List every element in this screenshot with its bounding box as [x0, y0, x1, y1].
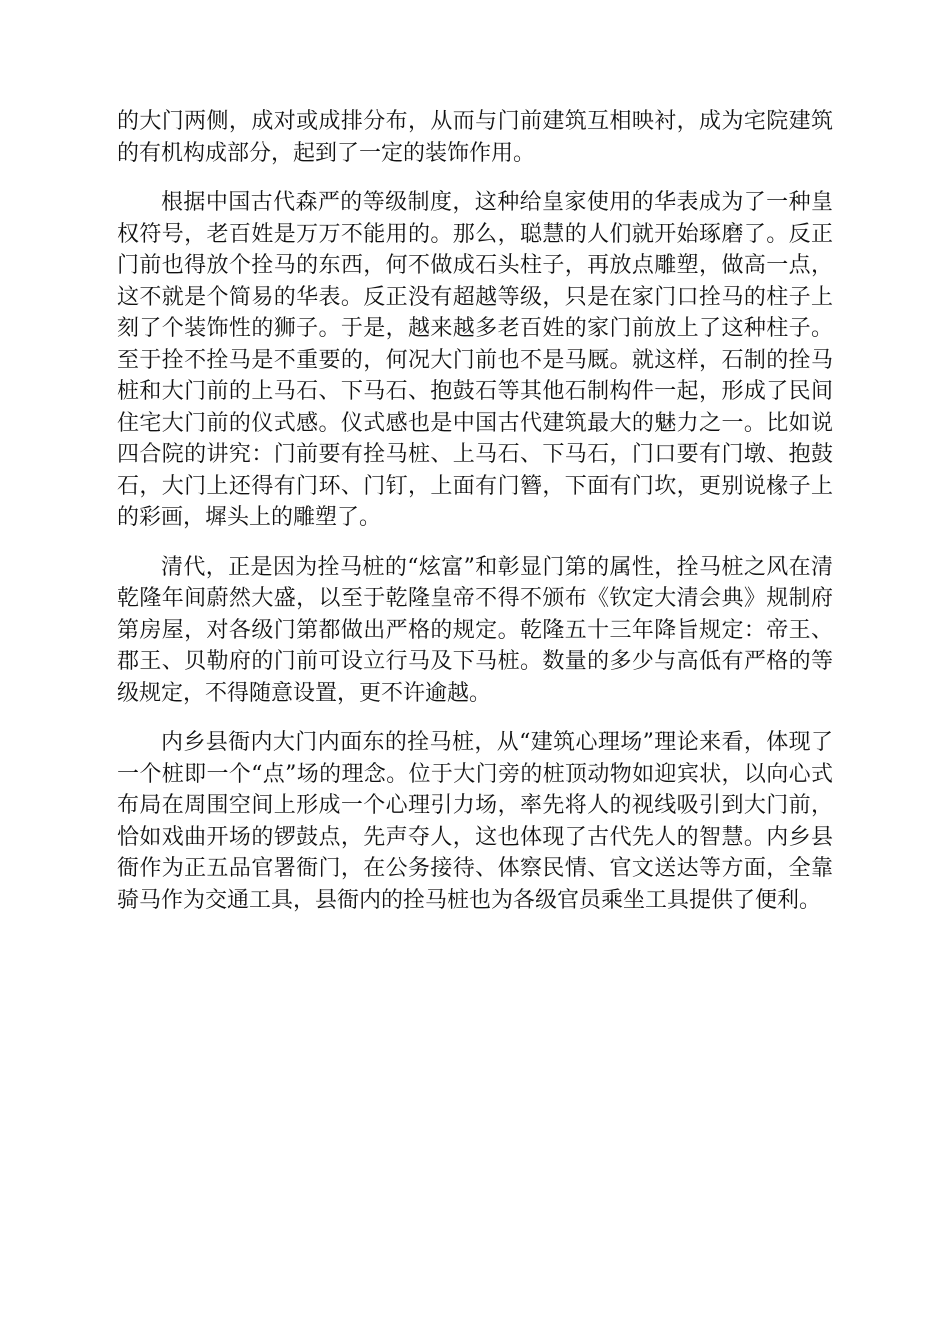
- paragraph-continuation: 的大门两侧，成对或成排分布，从而与门前建筑互相映衬，成为宅院建筑的有机构成部分，起到了一定的装饰作用。: [117, 109, 833, 166]
- paragraph-hierarchy-system: 根据中国古代森严的等级制度，这种给皇家使用的华表成为了一种皇权符号，老百姓是万万不能用的。那么，聪慧的人们就开始琢磨了。反正门前也得放个拴马的东西，何不做成石头柱子，再放点雕塑，做高一点，这不就是个简易的华表。反正没有超越等级，只是在家门口拴马的柱子上刻了个装饰性的狮子。于是，越来越多老百姓的家门前放上了这种柱子。至于拴不拴马是不重要的，何况大门前也不是马厩。就这样，石制的拴马桩和大门前的上马石、下马石、抱鼓石等其他石制构件一起，形成了民间住宅大门前的仪式感。仪式感也是中国古代建筑最大的魅力之一。比如说四合院的讲究：门前要有拴马桩、上马石、下马石，门口要有门墩、抱鼓石，大门上还得有门环、门钉，上面有门簪，下面有门坎，更别说椽子上的彩画，墀头上的雕塑了。: [117, 190, 833, 530]
- paragraph-qing-dynasty: 清代，正是因为拴马桩的“炫富”和彰显门第的属性，拴马桩之风在清乾隆年间蔚然大盛，以至于乾隆皇帝不得不颁布《钦定大清会典》规制府第房屋，对各级门第都做出严格的规定。乾隆五十三年降旨规定：帝王、郡王、贝勒府的门前可设立行马及下马桩。数量的多少与高低有严格的等级规定，不得随意设置，更不许逾越。: [117, 554, 833, 706]
- paragraph-neixiang-yamen: 内乡县衙内大门内面东的拴马桩，从“建筑心理场”理论来看，体现了一个桩即一个“点”场的理念。位于大门旁的桩顶动物如迎宾状，以向心式布局在周围空间上形成一个心理引力场，率先将人的视线吸引到大门前，恰如戏曲开场的锣鼓点，先声夺人，这也体现了古代先人的智慧。内乡县衙作为正五品官署衙门，在公务接待、体察民情、官文送达等方面，全靠骑马作为交通工具，县衙内的拴马桩也为各级官员乘坐工具提供了便利。: [117, 730, 833, 913]
- document-page: [117, 106, 833, 916]
